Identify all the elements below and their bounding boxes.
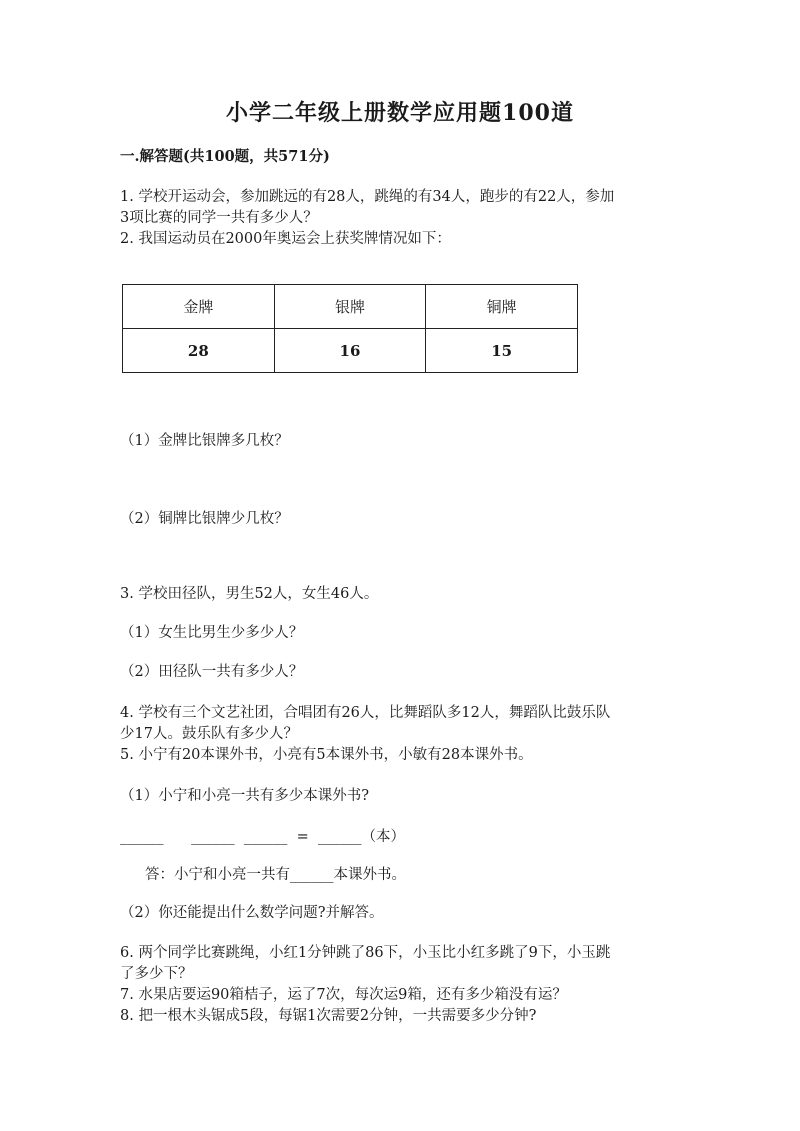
- question-2-sub-1: （1）金牌比银牌多几枚？: [120, 433, 289, 449]
- table-value-silver: 16: [274, 329, 426, 373]
- table-header-gold: 金牌: [123, 285, 275, 329]
- question-5-answer: 答：小宁和小亮一共有______本课外书。: [145, 867, 406, 883]
- section-heading: 一.解答题(共100题，共571分): [120, 148, 330, 165]
- question-2-sub-2: （2）铜牌比银牌少几枚？: [120, 511, 289, 527]
- question-4-line-1: 4. 学校有三个文艺社团，合唱团有26人，比舞蹈队多12人，舞蹈队比鼓乐队: [120, 705, 611, 721]
- question-1-line-1: 1. 学校开运动会，参加跳远的有28人，跳绳的有34人，跑步的有22人，参加: [120, 189, 615, 205]
- table-value-gold: 28: [123, 329, 275, 373]
- question-8-line-1: 8. 把一根木头锯成5段，每锯1次需要2分钟，一共需要多少分钟?: [120, 1008, 537, 1024]
- question-7-line-1: 7. 水果店要运90箱桔子，运了7次，每次运9箱，还有多少箱没有运？: [120, 987, 567, 1003]
- table-header-row: [123, 285, 578, 329]
- page-title: 小学二年级上册数学应用题100道: [226, 100, 574, 126]
- table-value-bronze: 15: [426, 329, 578, 373]
- question-5-sub-1: （1）小宁和小亮一共有多少本课外书?: [120, 788, 369, 804]
- question-5-blanks: ______ ______ ______ = ______（本）: [120, 829, 405, 845]
- question-5-line-1: 5. 小宁有20本课外书，小亮有5本课外书，小敏有28本课外书。: [120, 747, 533, 763]
- table-value-row: [123, 329, 578, 373]
- question-6-line-1: 6. 两个同学比赛跳绳，小红1分钟跳了86下，小玉比小红多跳了9下，小玉跳: [120, 945, 611, 961]
- question-2-line-1: 2. 我国运动员在2000年奥运会上获奖牌情况如下：: [120, 231, 451, 247]
- question-4-line-2: 少17人。鼓乐队有多少人？: [120, 726, 298, 742]
- question-3-line-1: 3. 学校田径队，男生52人，女生46人。: [120, 586, 379, 602]
- question-3-sub-2: （2）田径队一共有多少人？: [120, 664, 304, 680]
- question-3-sub-1: （1）女生比男生少多少人？: [120, 625, 304, 641]
- medal-table: [122, 284, 578, 373]
- table-header-bronze: 铜牌: [426, 285, 578, 329]
- question-5-sub-2: （2）你还能提出什么数学问题?并解答。: [120, 905, 384, 921]
- question-6-line-2: 了多少下？: [120, 966, 193, 982]
- table-header-silver: 银牌: [274, 285, 426, 329]
- question-1-line-2: 3项比赛的同学一共有多少人？: [120, 210, 318, 226]
